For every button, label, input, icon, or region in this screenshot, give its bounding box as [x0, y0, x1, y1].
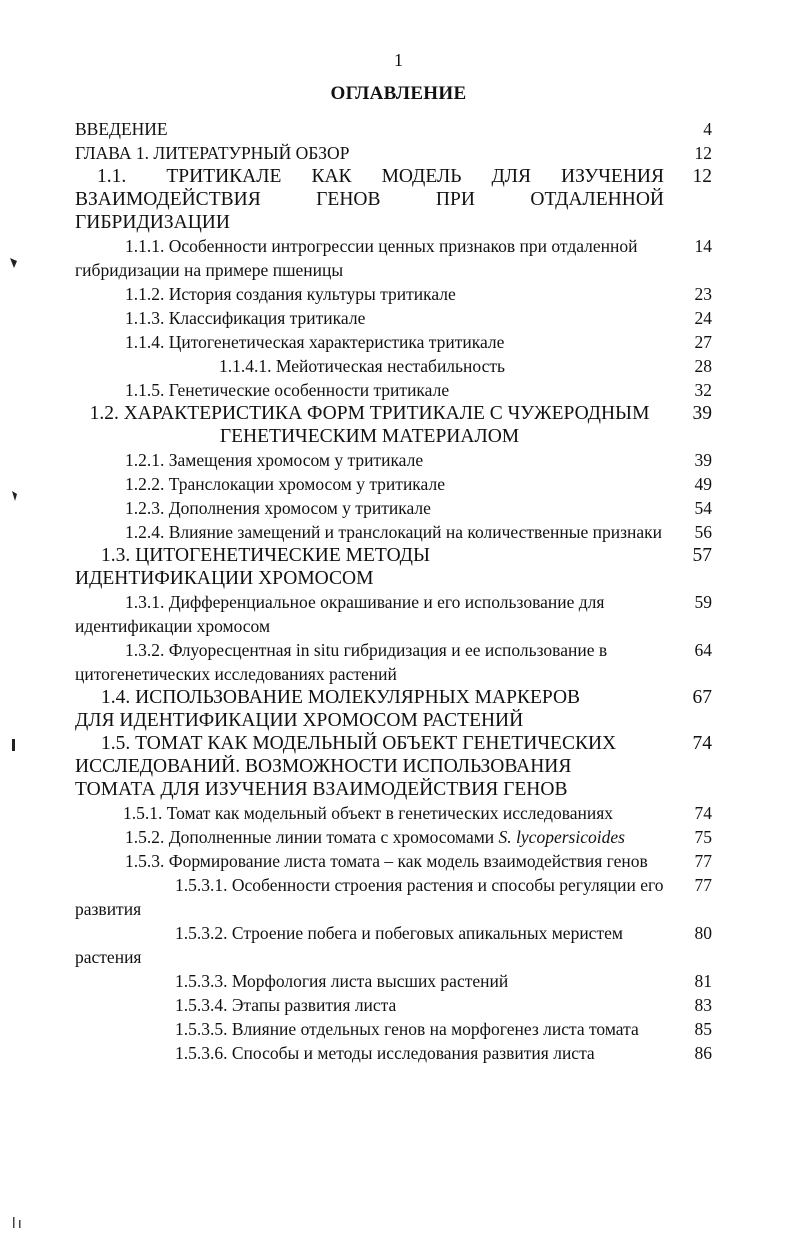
toc-entry-1-5-3-6 [75, 1041, 722, 1065]
toc-entry-page: 23 [694, 284, 712, 304]
toc-entry-1-5-3-3 [75, 969, 722, 993]
toc-entry-1-2-4 [75, 520, 722, 544]
toc-entry-1-1-3 [75, 306, 722, 330]
toc-entry-text: 1.1.2. История создания культуры тритикале [125, 284, 456, 304]
toc-entry-text: 1.1. ТРИТИКАЛЕ КАК МОДЕЛЬ ДЛЯ ИЗУЧЕНИЯ ВЗАИМОДЕЙСТВИЯ ГЕНОВ ПРИ ОТДАЛЕННОЙ ГИБРИДИЗАЦИИ [75, 166, 664, 233]
toc-entry-page: 64 [694, 640, 712, 660]
toc-entry-text: 1.1.1. Особенности интрогрессии ценных признаков при отдаленной гибридизации на примере пшеницы [75, 236, 638, 280]
toc-entry-text-italic: S. lycopersicoides [498, 827, 625, 847]
toc-entry-text: 1.1.4.1. Мейотическая нестабильность [219, 356, 505, 376]
toc-entry-text: 1.5.3.3. Морфология листа высших растений [175, 971, 509, 991]
scan-speck-3 [10, 738, 18, 752]
toc-entry-1-2-3 [75, 496, 722, 520]
toc-entry-text-main: 1.5.2. Дополненные линии томата с хромосомами [125, 827, 499, 847]
toc-entry-page: 80 [694, 923, 712, 943]
toc-entry-page: 56 [694, 522, 712, 542]
toc-entry-page: 86 [694, 1043, 712, 1063]
scan-speck-4 [12, 1215, 26, 1229]
toc-entry-text: 1.2.4. Влияние замещений и транслокаций на количественные признаки [125, 522, 662, 542]
toc-entry-page: 83 [694, 995, 712, 1015]
toc-entry-1-5 [75, 732, 722, 801]
toc-entry-text: 1.5.3.4. Этапы развития листа [175, 995, 397, 1015]
toc-entry-page: 54 [694, 498, 712, 518]
toc-entry-page: 12 [692, 166, 712, 187]
toc-entry-1-1-4 [75, 330, 722, 354]
toc-entry-page: 77 [694, 851, 712, 871]
toc-entry-page: 81 [694, 971, 712, 991]
toc-entry-page: 39 [692, 403, 712, 424]
toc-entry-text: 1.2.3. Дополнения хромосом у тритикале [125, 498, 431, 518]
toc-entry-page: 74 [694, 803, 712, 823]
toc-entry-page: 27 [694, 332, 712, 352]
toc-entry-text: 1.5.3.6. Способы и методы исследования развития листа [175, 1043, 595, 1063]
toc-entry-page: 74 [692, 733, 712, 754]
toc-entry-1-3-2 [75, 638, 722, 686]
toc-entry-1-5-2 [75, 825, 722, 849]
toc-entry-text: 1.1.4. Цитогенетическая характеристика тритикале [125, 332, 505, 352]
toc-entry-1-5-1 [75, 801, 722, 825]
toc-entry-1-4 [75, 686, 722, 732]
toc-entry-text: 1.2.1. Замещения хромосом у тритикале [125, 450, 424, 470]
toc-entry-text: 1.5.3.5. Влияние отдельных генов на морфогенез листа томата [175, 1019, 639, 1039]
toc-entry-page: 67 [692, 687, 712, 708]
toc-entry-text: 1.4. ИСПОЛЬЗОВАНИЕ МОЛЕКУЛЯРНЫХ МАРКЕРОВ ДЛЯ ИДЕНТИФИКАЦИИ ХРОМОСОМ РАСТЕНИЙ [75, 687, 581, 731]
page-number: 1 [394, 50, 403, 70]
toc-entry-page: 4 [703, 119, 712, 139]
toc-entry-page: 77 [694, 875, 712, 895]
toc-entry-text: 1.3.2. Флуоресцентная in situ гибридизация и ее использование в цитогенетических исследованиях растений [75, 640, 608, 684]
toc-entry-text: ГЛАВА 1. ЛИТЕРАТУРНЫЙ ОБЗОР [75, 143, 350, 163]
toc-entry-page: 39 [694, 450, 712, 470]
toc-entry-intro [75, 117, 722, 141]
toc-entry-1-5-3-2 [75, 921, 722, 969]
toc-entry-1-5-3 [75, 849, 722, 873]
toc-entry-1-2-2 [75, 472, 722, 496]
toc-entry-text [75, 825, 664, 849]
toc-entry-text: 1.5.3.2. Строение побега и побеговых апикальных меристем растения [75, 923, 623, 967]
toc-entry-1-1 [75, 165, 722, 234]
toc-entry-1-1-4-1 [75, 354, 722, 378]
toc-entry-page: 14 [694, 236, 712, 256]
toc-entry-text: 1.2.2. Транслокации хромосом у тритикале [125, 474, 445, 494]
toc-entry-text: 1.5.3. Формирование листа томата – как модель взаимодействия генов [125, 851, 648, 871]
toc-entry-1-3-1 [75, 590, 722, 638]
toc-entry-1-2-1 [75, 448, 722, 472]
toc-entry-page: 85 [694, 1019, 712, 1039]
toc-entry-text: 1.5. ТОМАТ КАК МОДЕЛЬНЫЙ ОБЪЕКТ ГЕНЕТИЧЕСКИХ ИССЛЕДОВАНИЙ. ВОЗМОЖНОСТИ ИСПОЛЬЗОВАНИЯ ТОМАТА ДЛЯ ИЗУЧЕНИЯ ВЗАИМОДЕЙСТВИЯ ГЕНОВ [75, 733, 617, 800]
toc-entry-1-5-3-5 [75, 1017, 722, 1041]
toc-entry-text: 1.1.3. Классификация тритикале [125, 308, 366, 328]
toc-entry-chapter-1 [75, 141, 722, 165]
toc-entry-page: 28 [694, 356, 712, 376]
toc-entry-text: 1.5.3.1. Особенности строения растения и способы регуляции его развития [75, 875, 664, 919]
toc-entry-text: 1.1.5. Генетические особенности тритикале [125, 380, 450, 400]
toc-entry-1-5-3-4 [75, 993, 722, 1017]
scan-speck-2 [10, 490, 20, 502]
toc-entry-text: 1.3. ЦИТОГЕНЕТИЧЕСКИЕ МЕТОДЫ ИДЕНТИФИКАЦИИ ХРОМОСОМ [75, 545, 430, 589]
toc-entry-page: 57 [692, 545, 712, 566]
toc-entry-text: 1.5.1. Томат как модельный объект в генетических исследованиях [123, 803, 614, 823]
toc-entry-1-1-5 [75, 378, 722, 402]
table-of-contents [75, 117, 722, 1065]
toc-entry-page: 32 [694, 380, 712, 400]
toc-entry-1-5-3-1 [75, 873, 722, 921]
toc-entry-1-1-2 [75, 282, 722, 306]
toc-entry-page: 75 [694, 827, 712, 847]
toc-entry-page: 12 [694, 143, 712, 163]
toc-entry-page: 24 [694, 308, 712, 328]
toc-entry-page: 49 [694, 474, 712, 494]
toc-entry-1-3 [75, 544, 722, 590]
toc-entry-1-1-1 [75, 234, 722, 282]
page-title: ОГЛАВЛЕНИЕ [330, 83, 467, 104]
toc-entry-text: 1.3.1. Дифференциальное окрашивание и его использование для идентификации хромосом [75, 592, 605, 636]
scan-speck-1 [8, 256, 20, 270]
toc-entry-page: 59 [694, 592, 712, 612]
toc-entry-1-2 [75, 402, 722, 448]
toc-entry-text: 1.2. ХАРАКТЕРИСТИКА ФОРМ ТРИТИКАЛЕ С ЧУЖЕРОДНЫМ ГЕНЕТИЧЕСКИМ МАТЕРИАЛОМ [89, 403, 650, 447]
toc-entry-text: ВВЕДЕНИЕ [75, 119, 168, 139]
